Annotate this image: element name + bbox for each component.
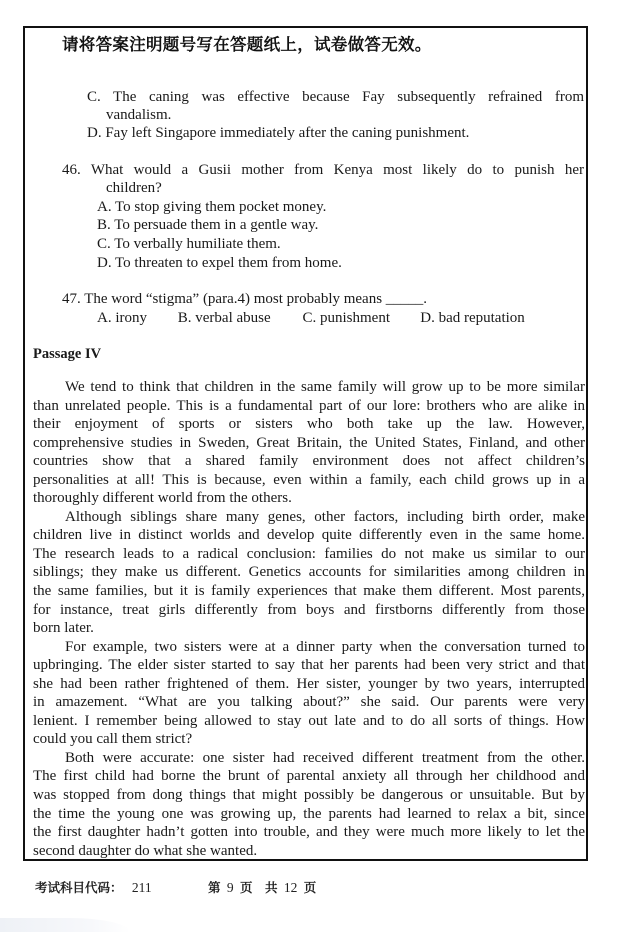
q47-option-a: A. irony [97, 310, 147, 326]
passage-paragraph-2 [33, 508, 585, 638]
passage-line: the first daughter hadn’t gotten into trouble, and they were much more likely to let the [33, 824, 585, 841]
page-label-prefix: 第 [208, 880, 221, 895]
passage-line: was stopped from dong things that might possibly be dangerous or unsuitable. But by [33, 787, 585, 804]
passage-line: personalities at all! This is because, even within a family, each child grows up in a [33, 471, 585, 488]
passage-line: Although siblings share many genes, other factors, including birth order, make [65, 508, 585, 525]
passage-line: Both were accurate: one sister had received different treatment from the other. [65, 749, 585, 766]
passage-line: the time the young one was growing up, the parents had learned to relax a bit, since [33, 805, 585, 822]
passage-line: For example, two sisters were at a dinner party when the conversation turned to [65, 638, 585, 655]
passage-line: their enjoyment of sports or sisters who both take up the law. However, [33, 416, 585, 433]
q46-option-a: A. To stop giving them pocket money. [97, 199, 327, 215]
passage-line: she had been rather frightened of them. Her sister, younger by two years, interrupted [33, 675, 585, 692]
passage-line: than unrelated people. This is a fundamental part of our lore: brothers who are alike in [33, 397, 585, 414]
answer-instruction-notice: 请将答案注明题号写在答题纸上，试卷做答无效。 [62, 35, 432, 54]
q46-option-c: C. To verbally humiliate them. [97, 236, 281, 252]
passage-line: upbringing. The elder sister started to say that her parents had been very strict and that [33, 657, 585, 674]
passage-paragraph-3 [33, 638, 585, 749]
passage-line: thoroughly different world from the others. [33, 490, 292, 507]
passage-body [33, 378, 585, 860]
passage-line: comprehensive studies in Sweden, Great Britain, the United States, Finland, and other [33, 434, 585, 451]
passage-line: born later. [33, 620, 94, 637]
passage-line: the same families, but it is family experiences that make them different. Most parents, [33, 583, 585, 600]
q46-stem-continuation: children? [106, 180, 162, 196]
passage-line: We tend to think that children in the same family will grow up to be more similar [65, 379, 585, 395]
passage-title: Passage IV [33, 346, 102, 362]
passage-line: could you call them strict? [33, 731, 193, 748]
page-current: 9 [226, 880, 234, 895]
passage-line: The research leads to a radical conclusion: families do not make us similar to our [33, 545, 585, 562]
page-label-suffix: 页 [303, 880, 317, 895]
passage-line: siblings; they make us different. Genetics accounts for similarities among children in [33, 564, 585, 581]
passage-line: children live in distinct worlds and develop quite differently even in the same home. [33, 527, 585, 544]
q45-option-c-continuation: vandalism. [106, 107, 172, 123]
passage-paragraph-1 [33, 378, 585, 508]
page-total: 12 [283, 880, 298, 895]
q46-option-b: B. To persuade them in a gentle way. [97, 217, 319, 233]
q47-options [97, 309, 525, 327]
q45-option-d: D. Fay left Singapore immediately after the caning punishment. [87, 125, 470, 141]
page-indicator [208, 878, 316, 896]
passage-paragraph-4 [33, 749, 585, 860]
page-label-mid: 页 共 [240, 880, 278, 895]
passage-line: The first child had borne the brunt of parental anxiety all through her childhood and [33, 768, 585, 785]
q47-option-d: D. bad reputation [420, 310, 525, 326]
passage-line: lenient. I remember being allowed to stay out late and to do all sorts of things. How [33, 712, 585, 729]
q46-option-d: D. To threaten to expel them from home. [97, 255, 342, 271]
passage-line: in amazement. “What are you talking about?” she said. Our parents were very [33, 694, 585, 711]
subject-code-value: 211 [131, 880, 152, 895]
q46-stem: 46. What would a Gusii mother from Kenya most likely do to punish her [62, 162, 584, 178]
subject-code [35, 878, 152, 896]
q45-option-c: C. The caning was effective because Fay subsequently refrained from [87, 89, 584, 105]
q47-option-c: C. punishment [302, 310, 391, 326]
subject-code-label: 考试科目代码： [35, 880, 123, 895]
q47-option-b: B. verbal abuse [177, 310, 271, 326]
scan-shadow [0, 918, 130, 932]
passage-line: countries show that a shared family environment does not affect children’s [33, 453, 585, 470]
q47-stem: 47. The word “stigma” (para.4) most probably means _____. [62, 291, 428, 307]
passage-line: for instance, treat girls differently from boys and firstborns differently from those [33, 601, 585, 618]
passage-line: second daughter do what she wanted. [33, 842, 258, 859]
